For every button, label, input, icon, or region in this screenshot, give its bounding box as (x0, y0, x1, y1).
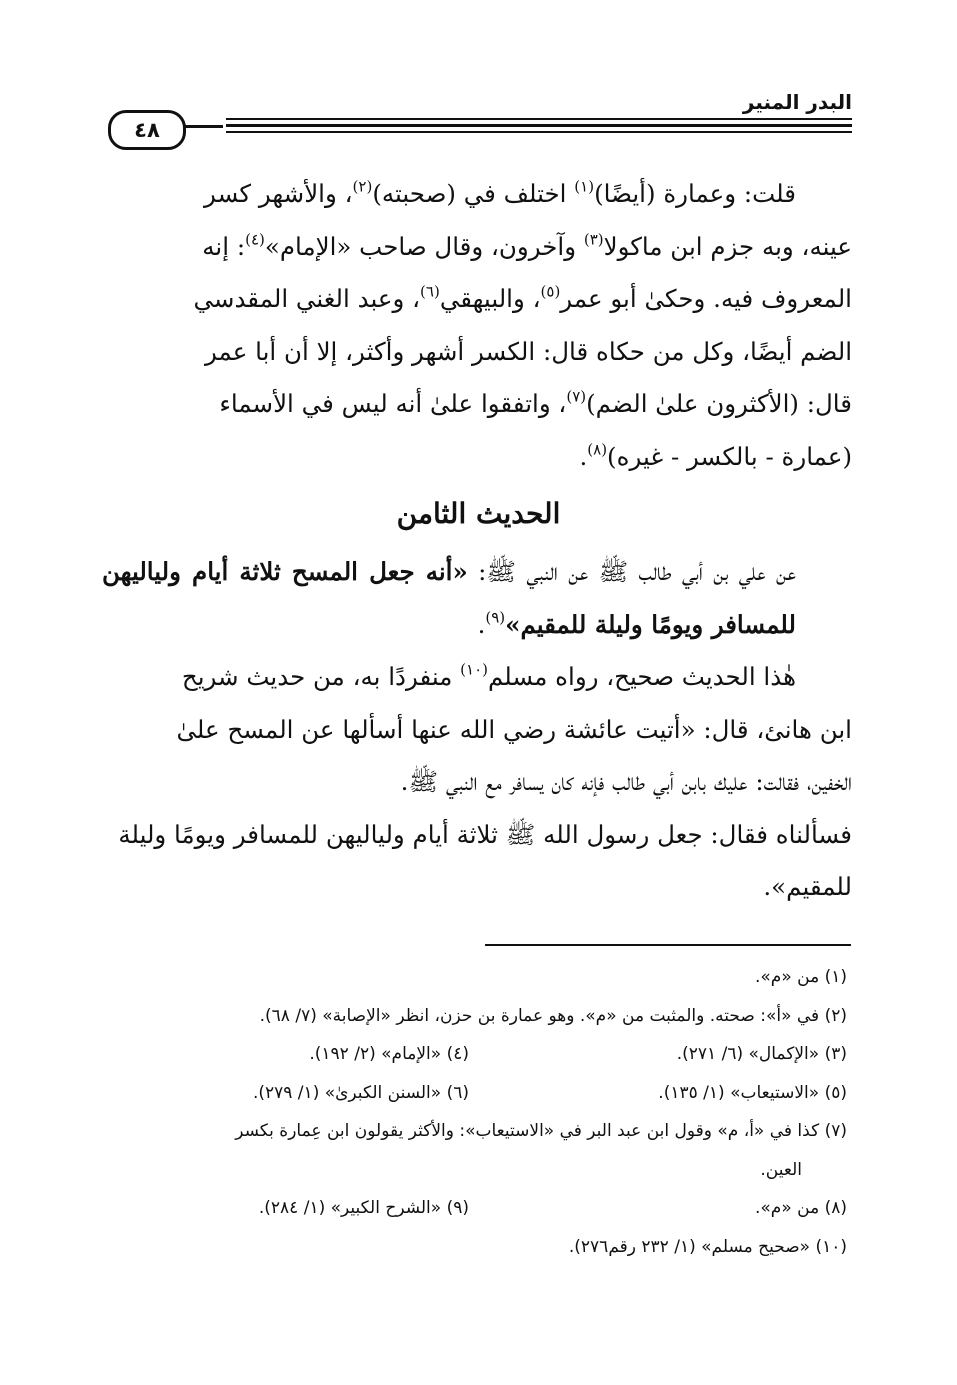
header-rule (226, 124, 852, 127)
footnote-marker: (٩) (485, 608, 506, 626)
text-line: الضم أيضًا، وكل من حكاه قال: الكسر أشهر وأكثر، إلا أن أبا عمر (205, 336, 852, 366)
footnote: (٣) «الإكمال» (٦/ ٢٧١). (676, 1044, 847, 1064)
footnote-continuation: العين. (760, 1159, 802, 1180)
text-line: للمقيم». (763, 872, 852, 901)
section-heading: الحديث الثامن (396, 497, 561, 530)
header-rule (226, 131, 852, 133)
hadith-text: «أنه جعل المسح ثلاثة أيام ولياليهن للمسافر ويومًا وليلة للمقيم» (102, 557, 796, 639)
footnote-marker: (٤) (245, 230, 265, 248)
footnotes (102, 958, 847, 1266)
text-line: المعروف فيه. وحكىٰ أبو عمر$^{(٥)}$، والبيهقي$^{(٦)}$، وعبد الغني المقدسي (193, 282, 852, 313)
main-text (102, 168, 852, 483)
footnote-row (102, 1074, 847, 1113)
footnote-marker: (٢) (352, 177, 373, 196)
text-line: عينه، وبه جزم ابن ماكولا$^{(٣)}$ وآخرون، وقال صاحب «الإمام»$^{(٤)}$: إنه (202, 230, 852, 261)
running-title: البدر المنير (742, 90, 852, 114)
footnote-marker: (١٠) (460, 660, 488, 679)
page-number-ornament (183, 125, 223, 128)
footnote: (٩) «الشرح الكبير» (١/ ٢٨٤). (258, 1198, 469, 1218)
text-line: فسألناه فقال: جعل رسول الله ﷺ ثلاثة أيام ولياليهن للمسافر ويومًا وليلة (118, 819, 852, 849)
text-line: الخفين، فقالت: عليك بابن أبي طالب فإنه كان يسافر مع النبي ﷺ. (400, 767, 852, 796)
footnote-marker: (٨) (587, 440, 608, 458)
text-line: ابن هانئ، قال: «أتيت عائشة رضي الله عنها أسألها عن المسح علىٰ (176, 714, 852, 744)
paragraph (102, 168, 852, 483)
footnote-row (102, 1035, 847, 1074)
footnote-marker: (٣) (583, 230, 604, 248)
footnote-row (102, 1189, 847, 1228)
footnote: (٥) «الاستيعاب» (١/ ١٣٥). (658, 1082, 847, 1103)
hadith-paragraph: عن علي بن أبي طالب ﷺ عن النبي ﷺ: «أنه جعل المسح ثلاثة أيام ولياليهن للمسافر ويومًا وليلة للمقيم»$^{(٩)}$. (102, 557, 796, 639)
footnote-marker: (٧) (566, 387, 587, 406)
hadith-intro: عن علي بن أبي طالب ﷺ عن النبي ﷺ: (467, 557, 796, 586)
footnote: (٦) «السنن الكبرىٰ» (١/ ٢٧٩). (252, 1082, 469, 1103)
footnote: (٤) «الإمام» (٢/ ١٩٢). (309, 1044, 469, 1064)
footnote: (١) من «م». (755, 967, 847, 987)
footnote: (١٠) «صحيح مسلم» (١/ ٢٣٢ رقم٢٧٦). (568, 1236, 847, 1257)
footnote: (٢) في «أ»: صحته. والمثبت من «م». وهو عمارة بن حزن، انظر «الإصابة» (٧/ ٦٨). (259, 1005, 847, 1026)
commentary-paragraph (102, 651, 852, 914)
text-line: (عمارة - بالكسر - غيره)$^{(٨)}$. (579, 440, 852, 471)
hadith-block (102, 546, 852, 914)
footnote: (٨) من «م». (755, 1198, 847, 1218)
footnote-separator (485, 944, 851, 946)
text-line: هٰذا الحديث صحيح، رواه مسلم$^{(١٠)}$ منفردًا به، من حديث شريح (181, 660, 796, 691)
footnote: (٧) كذا في «أ، م» وقول ابن عبد البر في «الاستيعاب»: والأكثر يقولون ابن عِمارة بكسر (235, 1121, 847, 1141)
text-line: قال: (الأكثرون علىٰ الضم)$^{(٧)}$، واتفقوا علىٰ أنه ليس في الأسماء (219, 387, 852, 418)
text-line: قلت: وعمارة (أيضًا)$^{(١)}$ اختلف في (صحبته)$^{(٢)}$، والأشهر كسر (204, 177, 796, 208)
header-rule (226, 118, 852, 120)
footnote-marker: (١) (574, 177, 595, 196)
page-number: ٤٨ (108, 110, 186, 150)
footnote-marker: (٦) (420, 282, 440, 301)
footnote-marker: (٥) (540, 282, 561, 301)
